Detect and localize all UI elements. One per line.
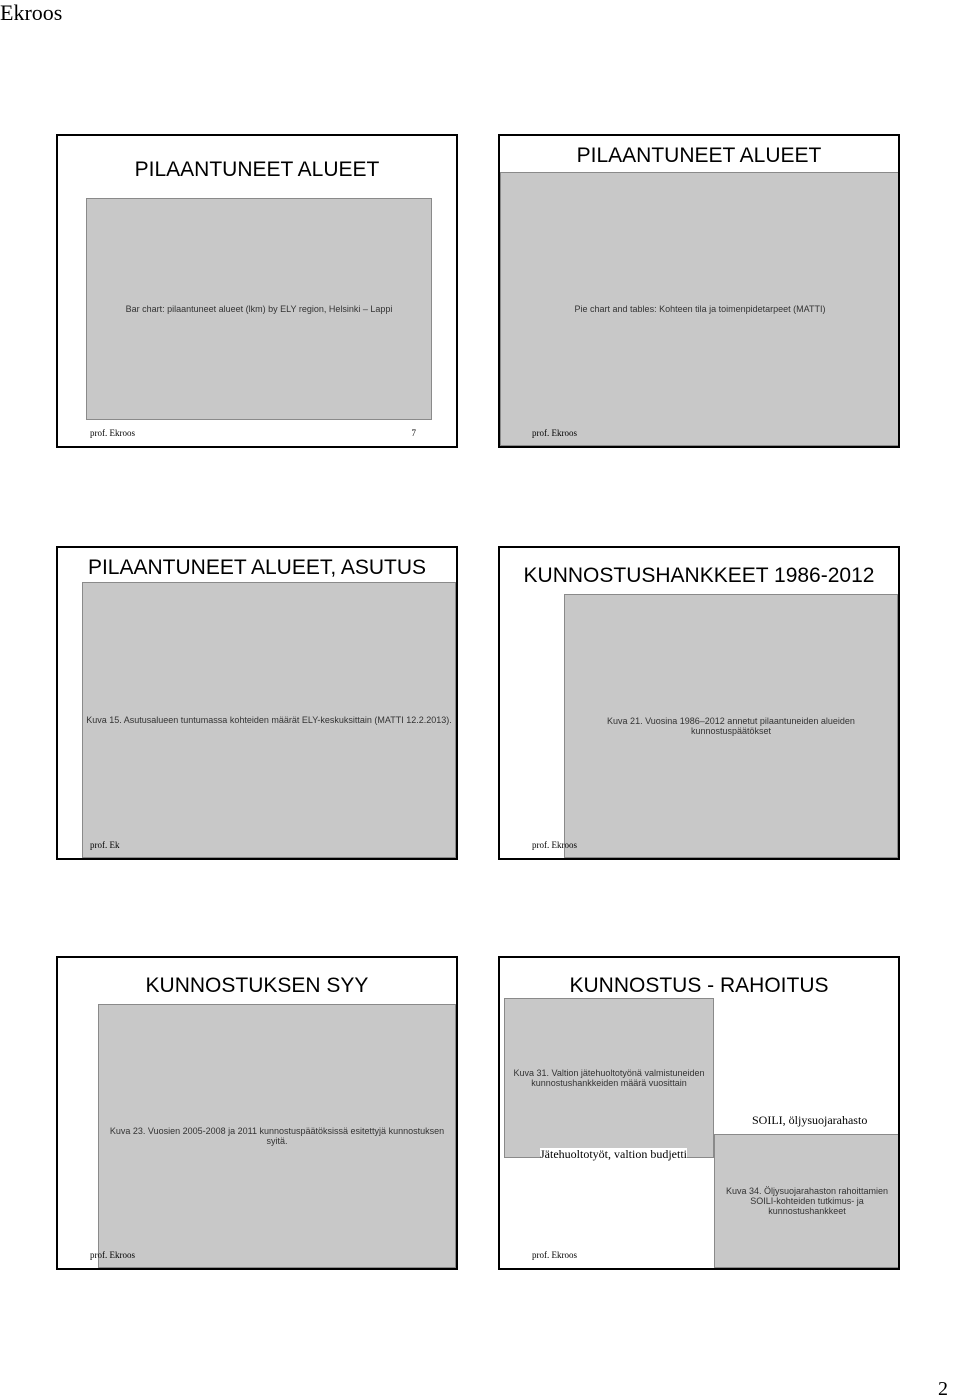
figure-placeholder: Pie chart and tables: Kohteen tila ja toimenpidetarpeet (MATTI) bbox=[500, 172, 900, 446]
slide-number: 7 bbox=[411, 428, 416, 438]
slide-footer: prof. Ekroos bbox=[532, 1250, 577, 1260]
slide-6 bbox=[498, 956, 900, 1270]
slide-2 bbox=[498, 134, 900, 448]
figure-placeholder: Kuva 15. Asutusalueen tuntumassa kohteiden määrät ELY-keskuksittain (MATTI 12.2.2013). bbox=[82, 582, 456, 858]
page-number: 2 bbox=[938, 1378, 948, 1396]
slide-footer: prof. Ekroos bbox=[532, 428, 577, 438]
figure-placeholder-1: Kuva 31. Valtion jätehuoltotyönä valmistuneiden kunnostushankkeiden määrä vuosittain bbox=[504, 998, 714, 1158]
slide-1 bbox=[56, 134, 458, 448]
figure-placeholder: Kuva 21. Vuosina 1986–2012 annetut pilaantuneiden alueiden kunnostuspäätökset bbox=[564, 594, 898, 858]
page-header: Ekroos bbox=[0, 0, 63, 25]
slide-title: PILAANTUNEET ALUEET bbox=[134, 158, 380, 181]
slide-footer: prof. Ek bbox=[90, 840, 120, 850]
slide-4 bbox=[498, 546, 900, 860]
slide-footer: prof. Ekroos bbox=[90, 428, 135, 438]
label-jatehuolto: Jätehuoltotyöt, valtion budjetti bbox=[540, 1147, 687, 1161]
figure-placeholder-2: Kuva 34. Öljysuojarahaston rahoittamien SOILI-kohteiden tutkimus- ja kunnostushankkeet bbox=[714, 1134, 900, 1268]
slide-footer: prof. Ekroos bbox=[90, 1250, 135, 1260]
slide-5 bbox=[56, 956, 458, 1270]
slide-title: KUNNOSTUSHANKKEET 1986-2012 bbox=[523, 564, 875, 587]
figure-placeholder: Kuva 23. Vuosien 2005-2008 ja 2011 kunnostuspäätöksissä esitettyjä kunnostuksen syitä. bbox=[98, 1004, 456, 1268]
slide-title: PILAANTUNEET ALUEET, ASUTUS bbox=[87, 556, 427, 579]
slide-footer: prof. Ekroos bbox=[532, 840, 577, 850]
figure-placeholder: Bar chart: pilaantuneet alueet (lkm) by ELY region, Helsinki – Lappi bbox=[86, 198, 432, 420]
slide-3 bbox=[56, 546, 458, 860]
label-soili: SOILI, öljysuojarahasto bbox=[752, 1113, 868, 1127]
slide-title: KUNNOSTUS - RAHOITUS bbox=[569, 974, 829, 997]
slide-title: PILAANTUNEET ALUEET bbox=[576, 144, 822, 167]
slide-title: KUNNOSTUKSEN SYY bbox=[145, 974, 369, 997]
